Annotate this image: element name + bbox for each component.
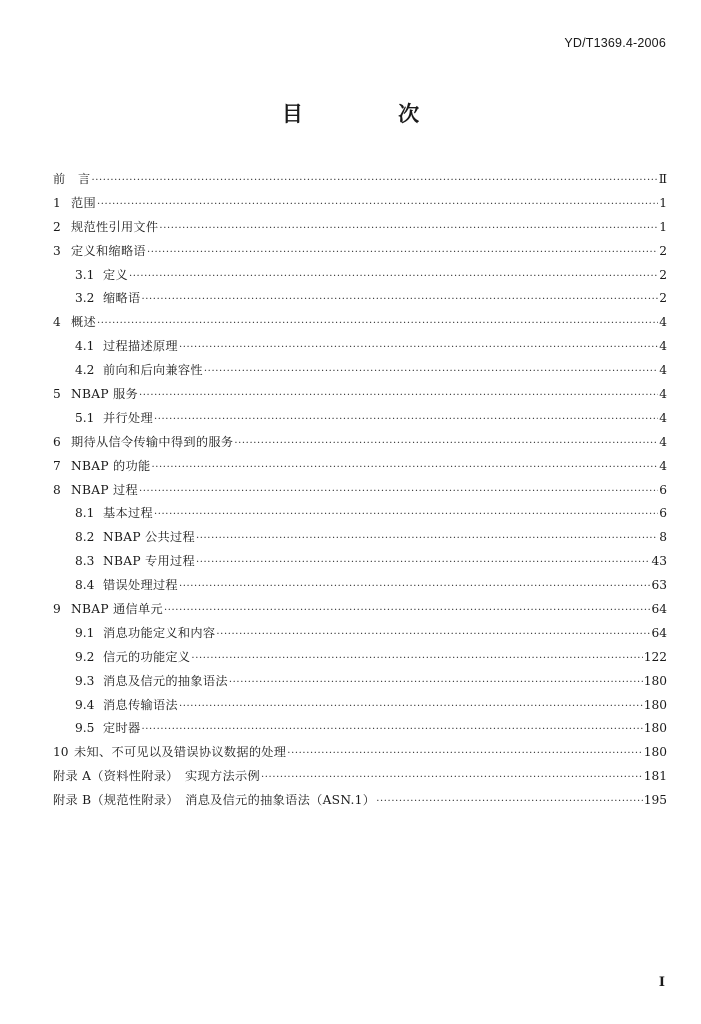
- toc-entry[interactable]: [53, 598, 667, 622]
- table-of-contents: [53, 168, 667, 813]
- toc-entry-title: 未知、不可见以及错误协议数据的处理: [74, 745, 287, 760]
- toc-entry[interactable]: [53, 216, 667, 240]
- toc-entry-title: 消息功能定义和内容: [103, 625, 216, 640]
- toc-dot-leader: [91, 169, 657, 193]
- toc-entry[interactable]: [53, 526, 667, 550]
- toc-entry[interactable]: [53, 502, 667, 526]
- toc-entry-number: 4.2: [75, 363, 95, 378]
- toc-dot-leader: [204, 360, 658, 384]
- toc-entry-page: 1: [659, 219, 667, 234]
- toc-dot-leader: [229, 671, 643, 695]
- toc-entry-title: NBAP 过程: [71, 482, 138, 497]
- toc-entry-number: 3.1: [75, 267, 95, 282]
- page-number: I: [658, 975, 665, 990]
- toc-entry-number: 8: [53, 482, 61, 497]
- toc-entry[interactable]: [53, 741, 667, 765]
- toc-dot-leader: [179, 575, 651, 599]
- toc-entry-title: 消息传输语法: [103, 697, 178, 712]
- toc-dot-leader: [139, 480, 658, 504]
- toc-dot-leader: [191, 647, 642, 671]
- toc-entry-page: 4: [659, 339, 667, 354]
- toc-entry-page: 4: [659, 410, 667, 425]
- toc-entry[interactable]: [53, 431, 667, 455]
- toc-entry-title: 定时器: [103, 721, 141, 736]
- toc-entry[interactable]: [53, 192, 667, 216]
- toc-entry-page: 4: [659, 363, 667, 378]
- toc-entry-number: 9.4: [75, 697, 95, 712]
- toc-dot-leader: [97, 312, 658, 336]
- toc-dot-leader: [196, 527, 658, 551]
- toc-entry-number: 6: [53, 434, 61, 449]
- toc-entry-title: 概述: [71, 315, 96, 330]
- toc-dot-leader: [287, 742, 642, 766]
- toc-entry[interactable]: [53, 550, 667, 574]
- toc-entry[interactable]: [53, 479, 667, 503]
- toc-entry-page: 4: [659, 458, 667, 473]
- toc-entry-page: 6: [659, 482, 667, 497]
- toc-entry-page: 64: [651, 625, 667, 640]
- toc-entry-number: 5: [53, 387, 61, 402]
- toc-entry-page: 4: [659, 315, 667, 330]
- toc-entry-number: 5.1: [75, 410, 95, 425]
- toc-dot-leader: [151, 456, 658, 480]
- toc-entry-title: 并行处理: [103, 410, 153, 425]
- toc-entry-page: 180: [643, 721, 667, 736]
- toc-entry-title: 期待从信令传输中得到的服务: [71, 434, 234, 449]
- toc-entry-number: 9.3: [75, 673, 95, 688]
- toc-entry-number: 8.3: [75, 554, 95, 569]
- toc-entry-number: 2: [53, 219, 61, 234]
- toc-entry-number: 1: [53, 195, 61, 210]
- toc-entry-title: 前 言: [53, 172, 91, 186]
- toc-entry[interactable]: [53, 789, 667, 813]
- toc-entry[interactable]: [53, 622, 667, 646]
- toc-entry[interactable]: [53, 455, 667, 479]
- toc-entry-page: 64: [651, 602, 667, 617]
- toc-dot-leader: [154, 408, 658, 432]
- toc-entry-title: NBAP 通信单元: [71, 602, 163, 617]
- toc-entry-page: 122: [643, 649, 667, 664]
- toc-entry-title: 附录 B（规范性附录） 消息及信元的抽象语法（ASN.1）: [53, 793, 376, 808]
- page-title: 目 次: [281, 102, 464, 126]
- toc-entry-number: 8.4: [75, 578, 95, 593]
- toc-entry-number: 3.2: [75, 291, 95, 306]
- toc-entry-title: NBAP 公共过程: [103, 530, 195, 545]
- toc-entry-page: Ⅱ: [658, 172, 667, 186]
- toc-entry-number: 8.1: [75, 506, 95, 521]
- toc-entry-page: 4: [659, 434, 667, 449]
- toc-entry[interactable]: [53, 646, 667, 670]
- toc-dot-leader: [147, 241, 658, 265]
- toc-entry-number: 9: [53, 602, 61, 617]
- toc-entry-number: 10: [53, 745, 69, 760]
- toc-entry-number: 9.5: [75, 721, 95, 736]
- toc-entry[interactable]: [53, 694, 667, 718]
- toc-entry-page: 2: [659, 267, 667, 282]
- toc-entry-number: 8.2: [75, 530, 95, 545]
- toc-dot-leader: [139, 384, 658, 408]
- toc-entry[interactable]: [53, 670, 667, 694]
- toc-entry[interactable]: [53, 240, 667, 264]
- toc-dot-leader: [216, 623, 650, 647]
- toc-entry[interactable]: [53, 407, 667, 431]
- toc-entry[interactable]: [53, 717, 667, 741]
- toc-entry-title: 基本过程: [103, 506, 153, 521]
- toc-entry[interactable]: [53, 574, 667, 598]
- toc-entry-title: NBAP 专用过程: [103, 554, 195, 569]
- toc-dot-leader: [261, 766, 643, 790]
- toc-entry-page: 181: [643, 769, 667, 784]
- toc-entry-title: 消息及信元的抽象语法: [103, 673, 228, 688]
- toc-entry-title: 前向和后向兼容性: [103, 363, 203, 378]
- toc-entry-title: NBAP 服务: [71, 387, 138, 402]
- toc-entry[interactable]: [53, 359, 667, 383]
- toc-entry-page: 8: [659, 530, 667, 545]
- toc-entry-title: 错误处理过程: [103, 578, 178, 593]
- toc-dot-leader: [179, 695, 643, 719]
- toc-entry-title: 缩略语: [103, 291, 141, 306]
- toc-entry-title: 信元的功能定义: [103, 649, 191, 664]
- toc-dot-leader: [179, 336, 658, 360]
- toc-dot-leader: [196, 551, 651, 575]
- toc-entry[interactable]: [53, 383, 667, 407]
- toc-entry[interactable]: [53, 311, 667, 335]
- toc-entry[interactable]: [53, 765, 667, 789]
- toc-entry-number: 3: [53, 243, 61, 258]
- toc-dot-leader: [234, 432, 658, 456]
- toc-entry-page: 63: [651, 578, 667, 593]
- toc-dot-leader: [97, 193, 658, 217]
- toc-entry-title: 范围: [71, 195, 96, 210]
- toc-entry[interactable]: [53, 287, 667, 311]
- toc-entry[interactable]: [53, 264, 667, 288]
- toc-dot-leader: [129, 265, 658, 289]
- toc-entry-number: 4.1: [75, 339, 95, 354]
- toc-entry-number: 4: [53, 315, 61, 330]
- toc-entry-page: 2: [659, 291, 667, 306]
- toc-entry[interactable]: [53, 168, 667, 192]
- toc-entry-title: 定义和缩略语: [71, 243, 146, 258]
- toc-entry-title: NBAP 的功能: [71, 458, 151, 473]
- toc-entry-page: 195: [643, 793, 667, 808]
- toc-entry-number: 7: [53, 458, 61, 473]
- toc-entry-title: 附录 A（资料性附录） 实现方法示例: [53, 769, 260, 784]
- toc-entry-page: 180: [643, 745, 667, 760]
- toc-entry-title: 定义: [103, 267, 128, 282]
- toc-dot-leader: [164, 599, 651, 623]
- toc-entry-number: 9.1: [75, 625, 95, 640]
- toc-dot-leader: [141, 718, 642, 742]
- toc-dot-leader: [159, 217, 658, 241]
- toc-entry-page: 2: [659, 243, 667, 258]
- toc-entry-page: 180: [643, 673, 667, 688]
- toc-entry-page: 43: [651, 554, 667, 569]
- toc-entry-title: 规范性引用文件: [71, 219, 159, 234]
- toc-entry-page: 6: [659, 506, 667, 521]
- toc-dot-leader: [141, 288, 658, 312]
- toc-entry-page: 4: [659, 387, 667, 402]
- toc-entry-title: 过程描述原理: [103, 339, 178, 354]
- toc-dot-leader: [376, 790, 643, 814]
- toc-entry-number: 9.2: [75, 649, 95, 664]
- document-id: YD/T1369.4-2006: [564, 36, 666, 50]
- toc-entry[interactable]: [53, 335, 667, 359]
- toc-entry-page: 180: [643, 697, 667, 712]
- toc-dot-leader: [154, 503, 658, 527]
- toc-entry-page: 1: [659, 195, 667, 210]
